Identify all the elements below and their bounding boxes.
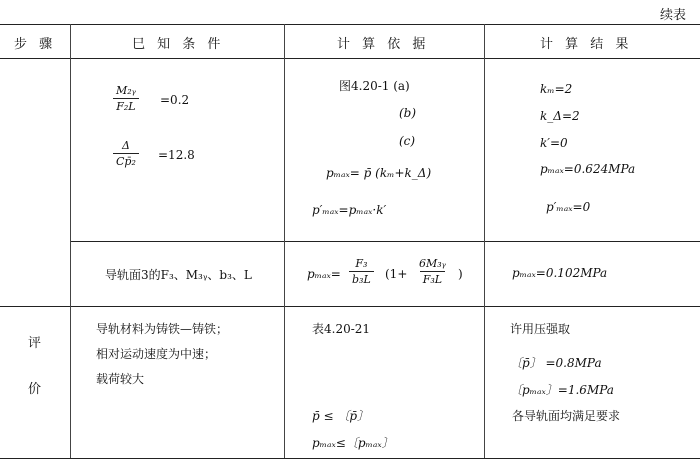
- ratio-delta-fraction: [113, 139, 139, 168]
- table-reference: 表4.20-21: [312, 322, 371, 336]
- row-divider-2: [0, 306, 700, 307]
- col-divider-2: [284, 24, 285, 458]
- known-material: 导轨材料为铸铁—铸铁；: [96, 322, 229, 336]
- ratio-moment-numerator: M₂ᵧ: [116, 84, 136, 97]
- table-top-rule: [0, 24, 700, 25]
- figure-ref-c: (c): [399, 134, 416, 148]
- result-kdelta: k_Δ=2: [540, 109, 580, 123]
- col-divider-1: [70, 24, 71, 458]
- ratio-moment-fraction: [113, 84, 139, 113]
- condition-mean-pressure: p̄ ≤ 〔p̄〕: [312, 409, 370, 423]
- known-load: 载荷较大: [96, 372, 145, 386]
- ratio-moment-denominator: F₂L: [113, 98, 138, 113]
- header-bottom-rule: [0, 58, 700, 59]
- formula-paren-close: ): [458, 267, 463, 281]
- col-divider-3: [484, 24, 485, 458]
- moment-denominator: F₃L: [420, 271, 445, 286]
- header-step: 步 骤: [14, 37, 57, 52]
- header-result: 计 算 结 果: [540, 37, 633, 52]
- result-pmax-prime: p′ₘₐₓ=0: [546, 200, 591, 214]
- figure-ref-b: (b): [399, 106, 417, 120]
- allowable-max-pressure: 〔pₘₐₓ〕=1.6MPa: [510, 383, 614, 397]
- known-speed: 相对运动速度为中速；: [96, 347, 217, 361]
- result-pmax: pₘₐₓ=0.624MPa: [540, 162, 636, 176]
- pmax-formula: pₘₐₓ= p̄ (kₘ+k_Δ): [326, 166, 432, 180]
- row-divider-1: [70, 241, 700, 242]
- allowable-mean-pressure: 〔p̄〕 =0.8MPa: [510, 356, 602, 370]
- ratio-delta-numerator: Δ: [121, 139, 130, 152]
- step-evaluate-char-2: 价: [28, 382, 42, 397]
- force-over-area-fraction: [349, 257, 374, 286]
- known-rail-surface-3: 导轨面3的F₃、M₃ᵧ、b₃、L: [105, 268, 252, 282]
- moment-numerator: 6M₃ᵧ: [419, 257, 446, 270]
- header-basis: 计 算 依 据: [337, 37, 430, 52]
- area-denominator: b₃L: [349, 271, 374, 286]
- table-bottom-rule: [0, 458, 700, 459]
- ratio-delta-denominator: Cp̄₂: [113, 153, 139, 168]
- ratio-moment-value: =0.2: [160, 93, 190, 107]
- header-known: 巳 知 条 件: [132, 37, 225, 52]
- conclusion-text: 各导轨面均满足要求: [512, 409, 621, 423]
- step-evaluate-char-1: 评: [28, 336, 42, 351]
- condition-max-pressure: pₘₐₓ≤〔pₘₐₓ〕: [312, 436, 394, 450]
- pmax-formula-lhs: pₘₐₓ=: [307, 267, 341, 281]
- moment-ratio-fraction: [416, 257, 449, 286]
- ratio-delta-value: =12.8: [158, 148, 195, 162]
- force-numerator: F₃: [355, 257, 368, 270]
- result-kprime: k′=0: [540, 136, 568, 150]
- figure-ref-a: 图4.20-1 (a): [339, 79, 410, 93]
- pmax-prime-formula: p′ₘₐₓ=pₘₐₓ·k′: [312, 203, 387, 217]
- result-km: kₘ=2: [540, 82, 573, 96]
- continued-label: 续表: [659, 8, 686, 23]
- formula-paren-open: (1+: [385, 267, 408, 281]
- allowable-pressure-title: 许用压强取: [510, 322, 571, 336]
- result-pmax-surface-3: pₘₐₓ=0.102MPa: [512, 266, 608, 280]
